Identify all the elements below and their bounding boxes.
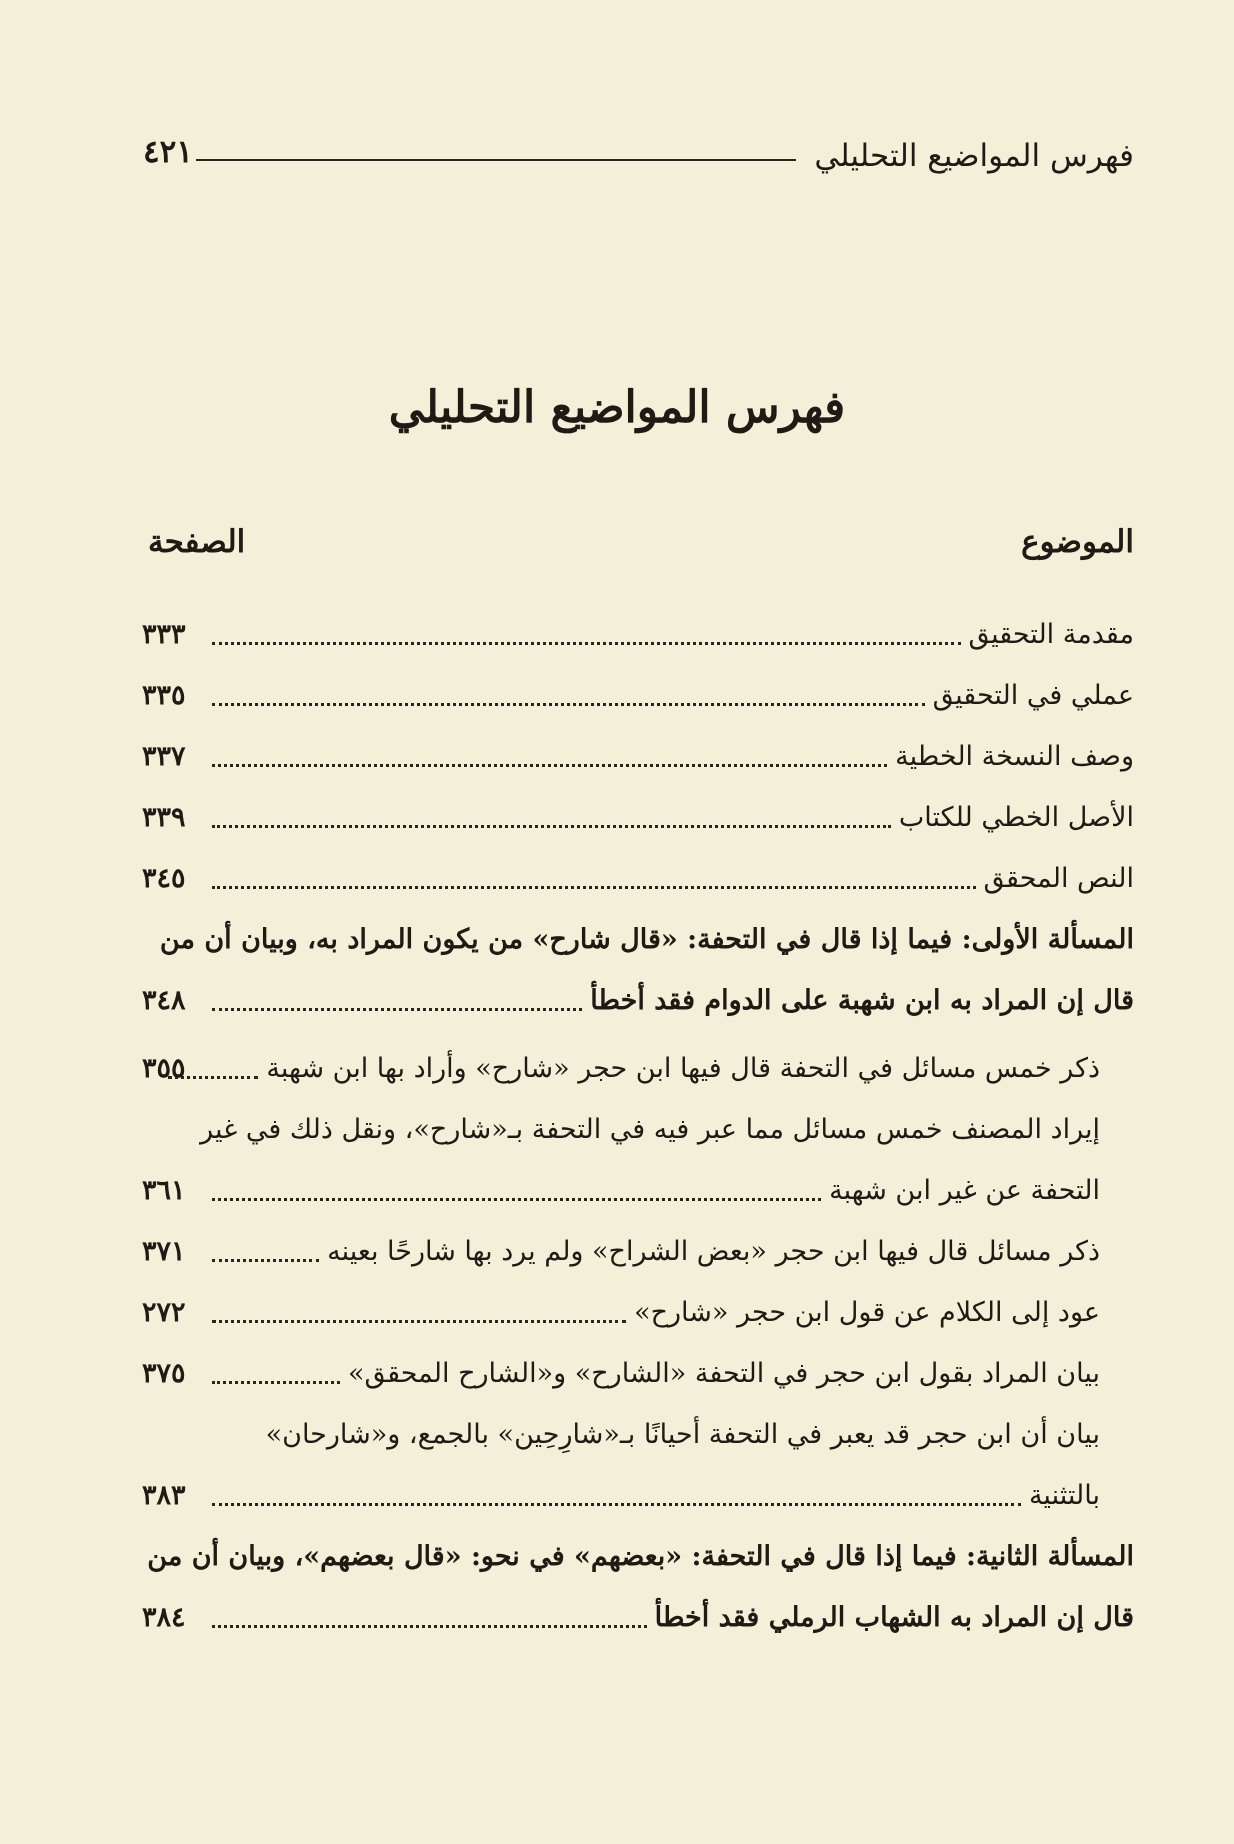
toc-entry-text: عود إلى الكلام عن قول ابن حجر «شارح» bbox=[634, 1297, 1100, 1328]
toc-entry-text: بيان أن ابن حجر قد يعبر في التحفة أحيانًا بـ«شارِحِين» بالجمع، و«شارحان» bbox=[265, 1419, 1100, 1450]
page-title: فهرس المواضيع التحليلي bbox=[388, 382, 846, 433]
toc-entry-text: الأصل الخطي للكتاب bbox=[898, 802, 1134, 833]
toc-entry-page: ٣٧١ bbox=[142, 1236, 186, 1267]
column-heading-topic: الموضوع bbox=[1021, 524, 1134, 560]
toc-entry-text: قال إن المراد به ابن شهبة على الدوام فقد أخطأ bbox=[590, 985, 1134, 1016]
leader-dots bbox=[212, 1625, 647, 1628]
toc-entry bbox=[142, 777, 1134, 838]
toc-entry bbox=[142, 594, 1134, 655]
toc-entry bbox=[142, 1516, 1134, 1577]
toc-entry-page: ٢٧٢ bbox=[142, 1297, 186, 1328]
toc-entry-text: ذكر خمس مسائل في التحفة قال فيها ابن حجر «شارح» وأراد بها ابن شهبة bbox=[266, 1053, 1100, 1084]
toc-entry-page: ٣٣٧ bbox=[142, 741, 186, 772]
leader-dots bbox=[212, 1503, 1021, 1506]
toc-entry-text: إيراد المصنف خمس مسائل مما عبر فيه في التحفة بـ«شارح»، ونقل ذلك في غير bbox=[200, 1114, 1100, 1145]
toc-entry-page: ٣٦١ bbox=[142, 1175, 186, 1206]
toc-entry-text: بيان المراد بقول ابن حجر في التحفة «الشارح» و«الشارح المحقق» bbox=[348, 1358, 1100, 1389]
leader-dots bbox=[212, 1320, 626, 1323]
leader-dots bbox=[212, 1008, 582, 1011]
toc-entry-page: ٣٣٣ bbox=[142, 619, 186, 650]
toc-entry-page: ٣٣٩ bbox=[142, 802, 186, 833]
column-heading-page: الصفحة bbox=[148, 524, 246, 560]
header-rule bbox=[196, 159, 796, 161]
toc-entry-text: المسألة الأولى: فيما إذا قال في التحفة: «قال شارح» من يكون المراد به، وبيان أن من bbox=[159, 924, 1134, 955]
toc-entry bbox=[142, 1577, 1134, 1638]
toc-entry-page: ٣٨٤ bbox=[142, 1602, 186, 1633]
toc-entry bbox=[142, 1089, 1134, 1150]
running-header bbox=[196, 138, 1134, 174]
leader-dots bbox=[212, 886, 976, 889]
toc-entry bbox=[142, 960, 1134, 1021]
leader-dots bbox=[212, 642, 961, 645]
toc-entry-text: قال إن المراد به الشهاب الرملي فقد أخطأ bbox=[654, 1602, 1134, 1633]
toc-entry bbox=[142, 1272, 1134, 1333]
toc-entry-page: ٣٤٥ bbox=[142, 863, 186, 894]
toc-entry bbox=[142, 716, 1134, 777]
toc-entry-text: النص المحقق bbox=[983, 863, 1134, 894]
page-number: ٤٢١ bbox=[143, 134, 193, 170]
toc-entry bbox=[142, 655, 1134, 716]
table-of-contents bbox=[142, 594, 1134, 1638]
toc-entry-page: ٣٤٨ bbox=[142, 985, 186, 1016]
toc-entry-text: مقدمة التحقيق bbox=[968, 619, 1134, 650]
toc-entry bbox=[142, 899, 1134, 960]
running-title: فهرس المواضيع التحليلي bbox=[814, 138, 1134, 174]
toc-entry-page: ٣٧٥ bbox=[142, 1358, 186, 1389]
toc-entry-text: بالتثنية bbox=[1028, 1480, 1100, 1511]
leader-dots bbox=[212, 703, 925, 706]
toc-entry bbox=[142, 1394, 1134, 1455]
leader-dots bbox=[212, 1198, 821, 1201]
toc-entry-page: ٣٣٥ bbox=[142, 680, 186, 711]
toc-entry bbox=[142, 1211, 1134, 1272]
toc-entry-text: التحفة عن غير ابن شهبة bbox=[829, 1175, 1100, 1206]
toc-entry bbox=[142, 1455, 1134, 1516]
toc-entry bbox=[142, 838, 1134, 899]
toc-entry bbox=[142, 1150, 1134, 1211]
toc-entry-page: ٣٨٣ bbox=[142, 1480, 186, 1511]
toc-entry bbox=[142, 1333, 1134, 1394]
toc-entry-text: المسألة الثانية: فيما إذا قال في التحفة: «بعضهم» في نحو: «قال بعضهم»، وبيان أن من bbox=[147, 1541, 1134, 1572]
toc-entry-text: ذكر مسائل قال فيها ابن حجر «بعض الشراح» ولم يرد بها شارحًا بعينه bbox=[327, 1236, 1100, 1267]
toc-entry bbox=[142, 1021, 1134, 1089]
leader-dots bbox=[212, 1259, 319, 1262]
toc-entry-text: عملي في التحقيق bbox=[932, 680, 1134, 711]
leader-dots bbox=[212, 764, 887, 767]
toc-entry-page: ٣٥٥ bbox=[142, 1053, 186, 1084]
leader-dots bbox=[212, 825, 891, 828]
leader-dots bbox=[212, 1381, 340, 1384]
toc-entry-text: وصف النسخة الخطية bbox=[895, 741, 1134, 772]
